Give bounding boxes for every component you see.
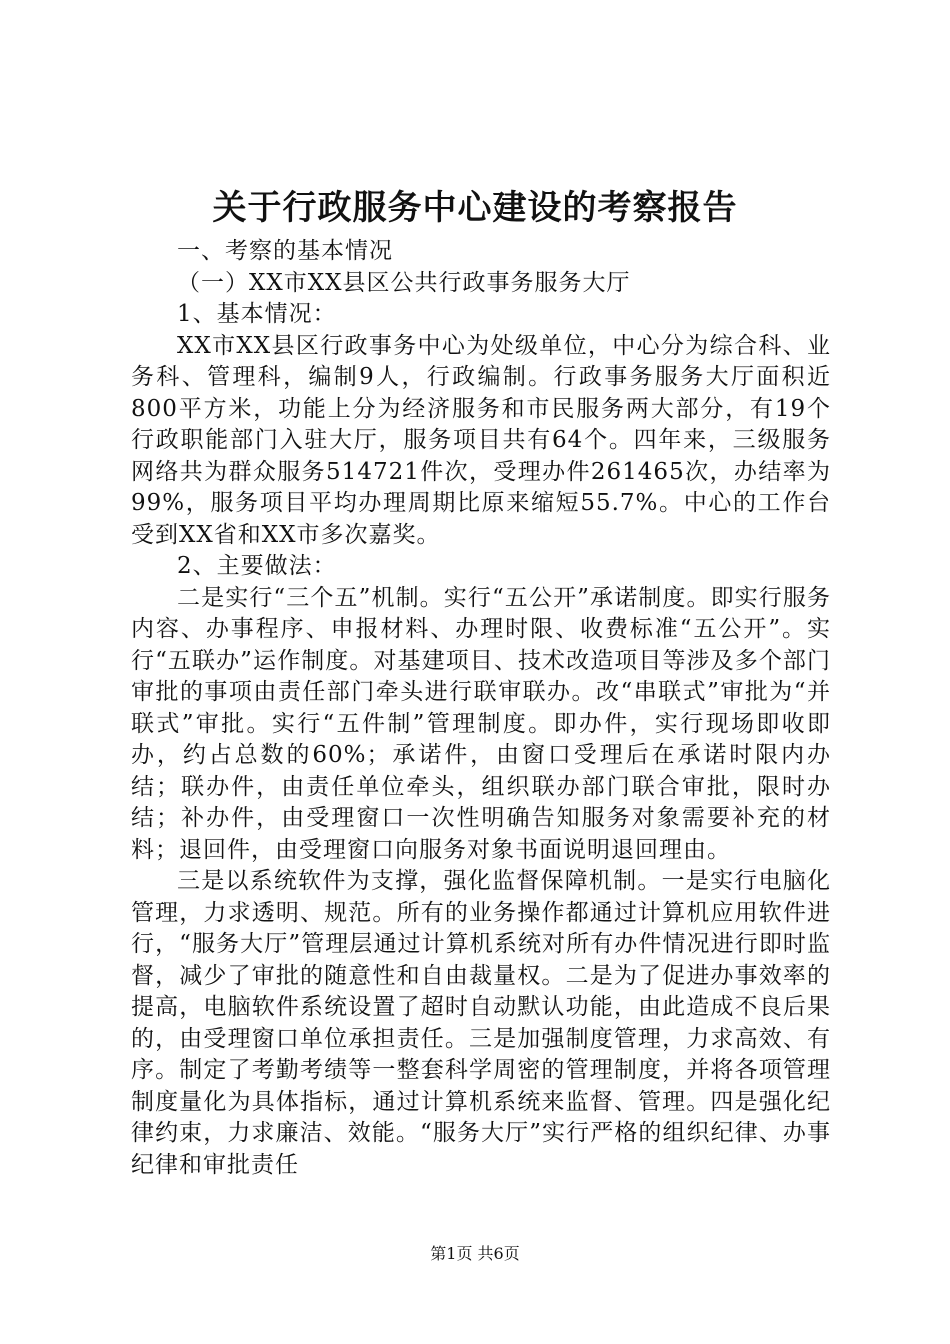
body-paragraph: 二是实行“三个五”机制。实行“五公开”承诺制度。即实行服务内容、办事程序、申报材料、办理时限、收费标准“五公开”。实行“五联办”运作制度。对基建项目、技术改造项目等涉及多个部门审批的事项由责任部门牵头进行联审联办。改“串联式”审批为“并联式”审批。实行“五件制”管理制度。即办件，实行现场即收即办，约占总数的60%；承诺件，由窗口受理后在承诺时限内办结；联办件，由责任单位牵头，组织联办部门联合审批，限时办结；补办件，由受理窗口一次性明确告知服务对象需要补充的材料；退回件，由受理窗口向服务对象书面说明退回理由。 <box>131 584 831 863</box>
subsection-heading: （一）XX市XX县区公共行政事务服务大厅 <box>177 269 631 296</box>
page-footer: 第1页 共6页 <box>430 1244 520 1263</box>
document-body <box>131 236 831 1181</box>
item-heading: 1、基本情况： <box>177 301 337 327</box>
item-heading: 2、主要做法： <box>177 553 337 579</box>
body-paragraph: 三是以系统软件为支撑，强化监督保障机制。一是实行电脑化管理，力求透明、规范。所有的业务操作都通过计算机应用软件进行，“服务大厅”管理层通过计算机系统对所有办件情况进行即时监督，减少了审批的随意性和自由裁量权。二是为了促进办事效率的提高，电脑软件系统设置了超时自动默认功能，由此造成不良后果的，由受理窗口单位承担责任。三是加强制度管理，力求高效、有序。制定了考勤考绩等一整套科学周密的管理制度，并将各项管理制度量化为具体指标，通过计算机系统来监督、管理。四是强化纪律约束，力求廉洁、效能。“服务大厅”实行严格的组织纪律、办事纪律和审批责任 <box>131 868 831 1178</box>
document-title: 关于行政服务中心建设的考察报告 <box>212 188 738 228</box>
section-heading: 一、考察的基本情况 <box>177 238 393 264</box>
body-paragraph: XX市XX县区行政事务中心为处级单位，中心分为综合科、业务科、管理科，编制9人，行政编制。行政事务服务大厅面积近800平方米，功能上分为经济服务和市民服务两大部分，有19个行政职能部门入驻大厅，服务项目共有64个。四年来，三级服务网络共为群众服务514721件次，受理办件261465次，办结率为99%，服务项目平均办理周期比原来缩短55.7%。中心的工作台受到XX省和XX市多次嘉奖。 <box>131 332 831 548</box>
